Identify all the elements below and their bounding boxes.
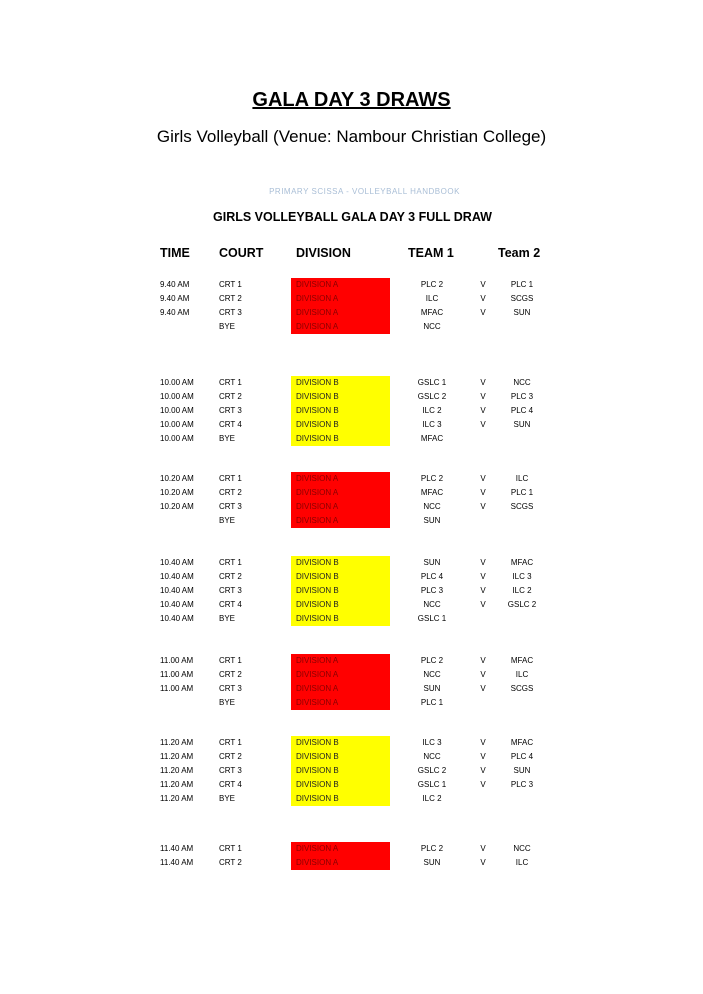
cell-division: DIVISION B <box>291 432 390 446</box>
column-header-division: DIVISION <box>296 246 351 260</box>
table-row <box>0 764 703 778</box>
cell-time: 11.20 AM <box>160 794 194 803</box>
cell-division: DIVISION A <box>291 472 390 486</box>
cell-time: 11.40 AM <box>160 844 194 853</box>
cell-team1: PLC 2 <box>420 474 444 483</box>
column-header-team1: TEAM 1 <box>408 246 454 260</box>
cell-division: DIVISION A <box>291 306 390 320</box>
column-header-time: TIME <box>160 246 190 260</box>
cell-time: 9.40 AM <box>160 280 190 289</box>
table-row <box>0 432 703 446</box>
cell-court: CRT 3 <box>219 502 242 511</box>
cell-versus: V <box>480 752 486 761</box>
cell-team1: ILC 3 <box>422 738 442 747</box>
cell-division: DIVISION B <box>291 792 390 806</box>
cell-team2: PLC 3 <box>510 780 534 789</box>
cell-court: CRT 1 <box>219 378 242 387</box>
cell-time: 11.20 AM <box>160 766 194 775</box>
cell-division: DIVISION B <box>291 598 390 612</box>
table-row <box>0 654 703 668</box>
cell-court: CRT 4 <box>219 600 242 609</box>
cell-team1: PLC 3 <box>420 586 444 595</box>
cell-court: CRT 2 <box>219 572 242 581</box>
cell-court: CRT 1 <box>219 280 242 289</box>
cell-team2: NCC <box>513 844 531 853</box>
cell-time: 10.00 AM <box>160 392 194 401</box>
table-row <box>0 418 703 432</box>
cell-team2: SUN <box>513 766 531 775</box>
cell-team1: MFAC <box>420 434 444 443</box>
cell-time: 11.20 AM <box>160 752 194 761</box>
column-header-court: COURT <box>219 246 264 260</box>
cell-time: 10.20 AM <box>160 488 194 497</box>
cell-court: CRT 2 <box>219 488 242 497</box>
cell-team1: GSLC 1 <box>417 378 447 387</box>
cell-division: DIVISION A <box>291 696 390 710</box>
cell-team1: GSLC 2 <box>417 766 447 775</box>
cell-time: 10.20 AM <box>160 502 194 511</box>
cell-court: BYE <box>219 698 236 707</box>
table-row <box>0 856 703 870</box>
cell-versus: V <box>480 406 486 415</box>
cell-court: CRT 3 <box>219 586 242 595</box>
cell-division: DIVISION A <box>291 842 390 856</box>
cell-team2: MFAC <box>510 738 534 747</box>
table-row <box>0 612 703 626</box>
table-row <box>0 792 703 806</box>
cell-team2: SCGS <box>510 294 534 303</box>
table-row <box>0 292 703 306</box>
cell-versus: V <box>480 558 486 567</box>
cell-team1: NCC <box>423 502 441 511</box>
cell-court: CRT 2 <box>219 670 242 679</box>
cell-team1: MFAC <box>420 488 444 497</box>
cell-team1: SUN <box>423 858 441 867</box>
cell-team1: GSLC 1 <box>417 780 447 789</box>
cell-versus: V <box>480 392 486 401</box>
cell-time: 10.00 AM <box>160 420 194 429</box>
cell-division: DIVISION A <box>291 278 390 292</box>
cell-time: 11.20 AM <box>160 738 194 747</box>
cell-versus: V <box>480 294 486 303</box>
cell-court: CRT 3 <box>219 406 242 415</box>
cell-team2: NCC <box>513 378 531 387</box>
cell-team2: GSLC 2 <box>507 600 537 609</box>
cell-versus: V <box>480 684 486 693</box>
cell-team1: PLC 4 <box>420 572 444 581</box>
cell-versus: V <box>480 488 486 497</box>
cell-team2: SCGS <box>510 502 534 511</box>
cell-versus: V <box>480 586 486 595</box>
cell-team2: PLC 4 <box>510 406 534 415</box>
table-row <box>0 404 703 418</box>
cell-versus: V <box>480 572 486 581</box>
table-row <box>0 556 703 570</box>
cell-team2: PLC 1 <box>510 280 534 289</box>
cell-team1: PLC 2 <box>420 656 444 665</box>
cell-versus: V <box>480 378 486 387</box>
faint-handbook-header: PRIMARY SCISSA - VOLLEYBALL HANDBOOK <box>269 187 460 196</box>
cell-team1: NCC <box>423 600 441 609</box>
table-row <box>0 278 703 292</box>
cell-court: CRT 3 <box>219 308 242 317</box>
cell-time: 9.40 AM <box>160 308 190 317</box>
cell-time: 9.40 AM <box>160 294 190 303</box>
cell-court: CRT 2 <box>219 294 242 303</box>
cell-team1: ILC <box>425 294 439 303</box>
cell-team1: GSLC 2 <box>417 392 447 401</box>
table-row <box>0 306 703 320</box>
cell-versus: V <box>480 280 486 289</box>
cell-division: DIVISION B <box>291 418 390 432</box>
cell-division: DIVISION B <box>291 376 390 390</box>
cell-division: DIVISION B <box>291 764 390 778</box>
table-row <box>0 598 703 612</box>
cell-court: CRT 2 <box>219 752 242 761</box>
cell-time: 10.40 AM <box>160 614 194 623</box>
cell-division: DIVISION A <box>291 668 390 682</box>
cell-team1: GSLC 1 <box>417 614 447 623</box>
cell-division: DIVISION A <box>291 856 390 870</box>
cell-versus: V <box>480 670 486 679</box>
table-row <box>0 472 703 486</box>
cell-court: BYE <box>219 434 236 443</box>
cell-time: 10.00 AM <box>160 406 194 415</box>
table-row <box>0 842 703 856</box>
cell-time: 10.00 AM <box>160 378 194 387</box>
cell-versus: V <box>480 420 486 429</box>
cell-division: DIVISION A <box>291 682 390 696</box>
cell-team1: SUN <box>423 684 441 693</box>
cell-court: CRT 1 <box>219 656 242 665</box>
table-row <box>0 486 703 500</box>
cell-time: 10.40 AM <box>160 586 194 595</box>
cell-court: CRT 4 <box>219 780 242 789</box>
cell-versus: V <box>480 502 486 511</box>
cell-team1: PLC 1 <box>420 698 444 707</box>
cell-division: DIVISION B <box>291 556 390 570</box>
cell-versus: V <box>480 766 486 775</box>
cell-team2: PLC 1 <box>510 488 534 497</box>
cell-court: BYE <box>219 614 236 623</box>
page-title: GALA DAY 3 DRAWS <box>252 89 451 111</box>
cell-team1: SUN <box>423 558 441 567</box>
cell-time: 10.00 AM <box>160 434 194 443</box>
cell-court: CRT 3 <box>219 684 242 693</box>
cell-team2: ILC <box>515 670 529 679</box>
cell-versus: V <box>480 844 486 853</box>
sheet-title: GIRLS VOLLEYBALL GALA DAY 3 FULL DRAW <box>213 210 492 224</box>
cell-division: DIVISION B <box>291 584 390 598</box>
table-row <box>0 390 703 404</box>
column-header-team2: Team 2 <box>498 246 541 260</box>
cell-time: 11.00 AM <box>160 670 194 679</box>
cell-team1: NCC <box>423 752 441 761</box>
table-row <box>0 682 703 696</box>
cell-team1: ILC 3 <box>422 420 442 429</box>
table-row <box>0 514 703 528</box>
cell-division: DIVISION A <box>291 292 390 306</box>
cell-division: DIVISION B <box>291 390 390 404</box>
cell-court: CRT 1 <box>219 558 242 567</box>
cell-division: DIVISION B <box>291 778 390 792</box>
cell-court: BYE <box>219 794 236 803</box>
cell-court: CRT 2 <box>219 392 242 401</box>
cell-versus: V <box>480 308 486 317</box>
cell-team1: NCC <box>423 670 441 679</box>
cell-team2: SUN <box>513 308 531 317</box>
cell-time: 11.40 AM <box>160 858 194 867</box>
cell-team2: ILC 2 <box>512 586 532 595</box>
cell-court: CRT 3 <box>219 766 242 775</box>
cell-division: DIVISION B <box>291 612 390 626</box>
cell-team2: ILC 3 <box>512 572 532 581</box>
table-row <box>0 570 703 584</box>
cell-division: DIVISION A <box>291 654 390 668</box>
cell-court: BYE <box>219 516 236 525</box>
cell-team1: PLC 2 <box>420 280 444 289</box>
cell-court: CRT 1 <box>219 844 242 853</box>
cell-team1: MFAC <box>420 308 444 317</box>
cell-time: 11.00 AM <box>160 684 194 693</box>
cell-division: DIVISION A <box>291 486 390 500</box>
cell-time: 11.20 AM <box>160 780 194 789</box>
cell-division: DIVISION A <box>291 514 390 528</box>
cell-time: 10.20 AM <box>160 474 194 483</box>
cell-team2: ILC <box>515 474 529 483</box>
cell-versus: V <box>480 656 486 665</box>
cell-court: CRT 1 <box>219 474 242 483</box>
table-row <box>0 320 703 334</box>
cell-division: DIVISION A <box>291 500 390 514</box>
table-row <box>0 584 703 598</box>
cell-court: CRT 4 <box>219 420 242 429</box>
cell-versus: V <box>480 738 486 747</box>
cell-team1: SUN <box>423 516 441 525</box>
table-row <box>0 668 703 682</box>
cell-versus: V <box>480 780 486 789</box>
cell-versus: V <box>480 474 486 483</box>
cell-court: CRT 2 <box>219 858 242 867</box>
cell-team2: SCGS <box>510 684 534 693</box>
cell-time: 10.40 AM <box>160 558 194 567</box>
page-subtitle: Girls Volleyball (Venue: Nambour Christian College) <box>156 127 547 146</box>
cell-team2: SUN <box>513 420 531 429</box>
cell-team2: ILC <box>515 858 529 867</box>
cell-team2: MFAC <box>510 656 534 665</box>
cell-division: DIVISION A <box>291 320 390 334</box>
cell-division: DIVISION B <box>291 736 390 750</box>
table-row <box>0 500 703 514</box>
cell-team2: PLC 3 <box>510 392 534 401</box>
cell-versus: V <box>480 600 486 609</box>
table-row <box>0 736 703 750</box>
table-row <box>0 778 703 792</box>
table-row <box>0 696 703 710</box>
cell-team1: ILC 2 <box>422 406 442 415</box>
cell-versus: V <box>480 858 486 867</box>
cell-team2: PLC 4 <box>510 752 534 761</box>
cell-team1: PLC 2 <box>420 844 444 853</box>
cell-division: DIVISION B <box>291 750 390 764</box>
cell-time: 11.00 AM <box>160 656 194 665</box>
table-row <box>0 750 703 764</box>
cell-court: BYE <box>219 322 236 331</box>
table-row <box>0 376 703 390</box>
cell-team2: MFAC <box>510 558 534 567</box>
cell-division: DIVISION B <box>291 404 390 418</box>
cell-time: 10.40 AM <box>160 600 194 609</box>
cell-team1: NCC <box>423 322 441 331</box>
cell-division: DIVISION B <box>291 570 390 584</box>
cell-court: CRT 1 <box>219 738 242 747</box>
cell-team1: ILC 2 <box>422 794 442 803</box>
cell-time: 10.40 AM <box>160 572 194 581</box>
